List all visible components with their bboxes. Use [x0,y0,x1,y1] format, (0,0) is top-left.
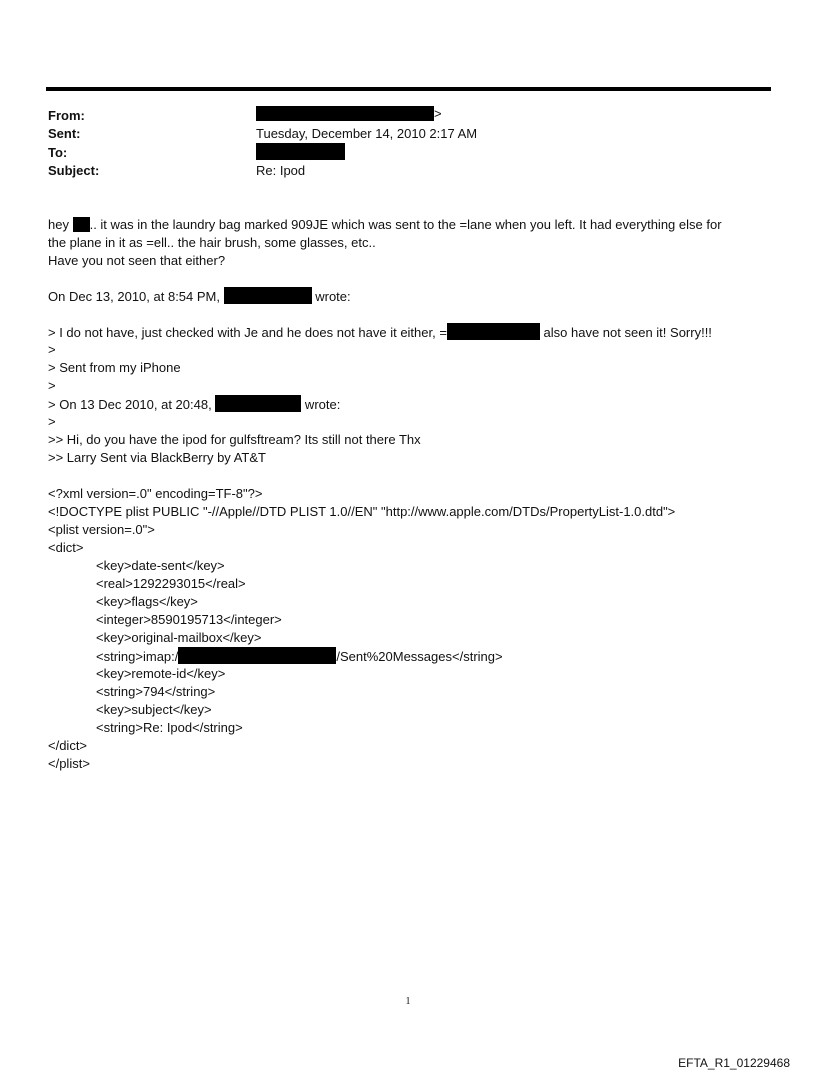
document-id: EFTA_R1_01229468 [678,1056,790,1070]
quote-line-6: > [48,414,56,429]
plist-line: <real>1292293015</real> [96,576,246,591]
redaction-block [73,217,90,232]
plist-line: </dict> [48,738,88,753]
to-label: To: [48,145,68,160]
sent-label: Sent: [48,126,81,141]
from-label: From: [48,108,85,123]
body-text: /Sent%20Messages</string> [336,649,503,664]
plist-line: </plist> [48,756,90,771]
redaction-block [256,143,345,160]
body-text: <string>imap:/ [96,649,179,664]
plist-line [96,647,503,666]
plist-line: <key>date-sent</key> [96,558,225,573]
to-value [256,143,345,160]
subject-label: Subject: [48,163,100,178]
body-text: wrote: [311,289,351,304]
body-line-1 [48,216,722,234]
plist-line: <!DOCTYPE plist PUBLIC "-//Apple//DTD PLIST 1.0//EN" "http://www.apple.com/DTDs/PropertyList-1.0.dtd"> [48,504,676,519]
plist-line: <dict> [48,540,84,555]
body-text: .. it was in the laundry bag marked 909JE which was sent to the =lane when you left. It had everything else for [89,217,722,232]
quote-intro [48,287,351,306]
redaction-block [256,106,434,121]
plist-line: <string>794</string> [96,684,216,699]
quote-line-1 [48,323,712,342]
plist-line: <integer>8590195713</integer> [96,612,282,627]
plist-line: <?xml version=.0" encoding=TF-8"?> [48,486,263,501]
body-text: also have not seen it! Sorry!!! [539,325,712,340]
subject-value: Re: Ipod [256,163,306,178]
quote-line-2: > [48,342,56,357]
plist-line: <key>original-mailbox</key> [96,630,262,645]
quote-line-3: > Sent from my iPhone [48,360,181,375]
body-text: hey [48,217,73,232]
sent-value: Tuesday, December 14, 2010 2:17 AM [256,126,478,141]
plist-line: <key>remote-id</key> [96,666,226,681]
plist-line: <string>Re: Ipod</string> [96,720,243,735]
body-text: > I do not have, just checked with Je and he does not have it either, = [48,325,447,340]
body-text: On Dec 13, 2010, at 8:54 PM, [48,289,224,304]
plist-line: <plist version=.0"> [48,522,155,537]
quote-line-7: >> Hi, do you have the ipod for gulfsftream? Its still not there Thx [48,432,421,447]
quote-line-5 [48,395,340,414]
body-line-2: the plane in it as =ell.. the hair brush, some glasses, etc.. [48,235,376,250]
redaction-block [447,323,540,340]
redaction-block [224,287,312,304]
page-number: 1 [405,996,411,1007]
redaction-block [215,395,301,412]
body-text: > On 13 Dec 2010, at 20:48, [48,397,216,412]
redaction-block [178,647,336,664]
body-line-3: Have you not seen that either? [48,253,226,268]
from-value [256,106,442,121]
quote-line-8: >> Larry Sent via BlackBerry by AT&T [48,450,266,465]
plist-line: <key>subject</key> [96,702,212,717]
header-rule [46,87,771,91]
quote-line-4: > [48,378,56,393]
plist-line: <key>flags</key> [96,594,198,609]
body-text: wrote: [301,397,341,412]
from-suffix: > [434,106,442,121]
